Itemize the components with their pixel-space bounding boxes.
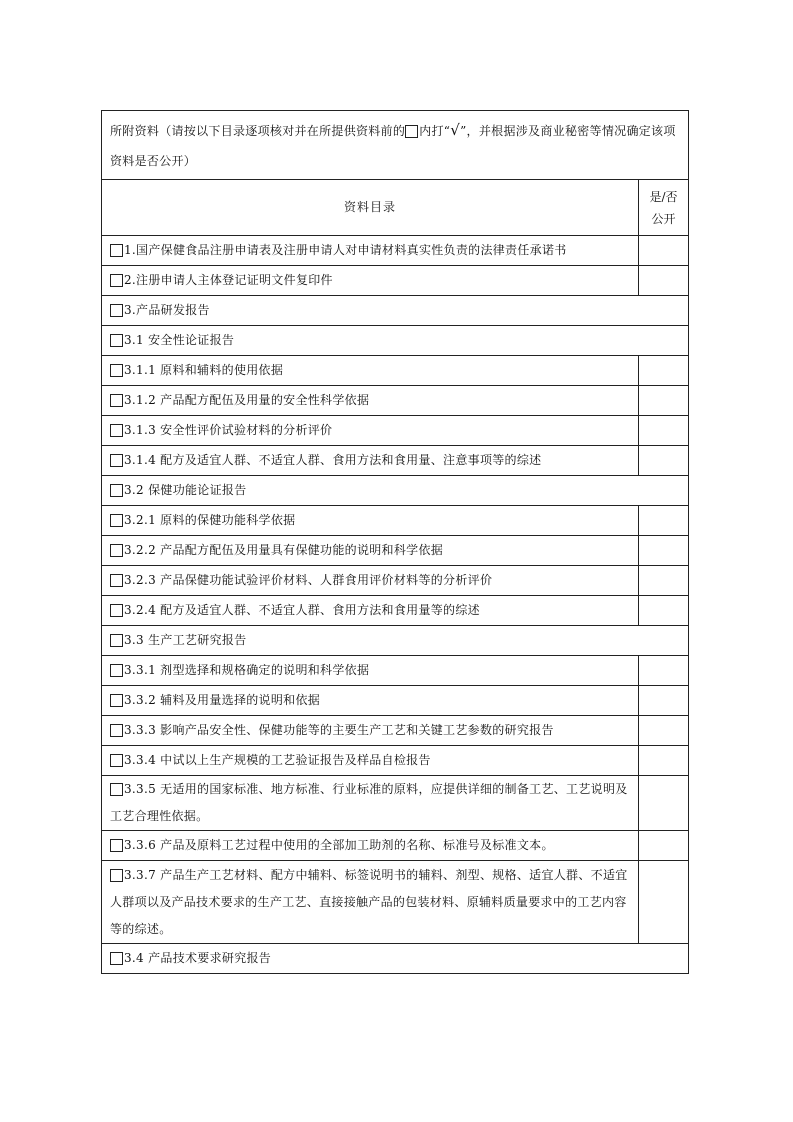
checklist-section-row <box>102 326 689 356</box>
item-checkbox[interactable] <box>110 364 123 377</box>
item-label: 3.2 保健功能论证报告 <box>124 483 247 497</box>
item-label: 3.2.2 产品配方配伍及用量具有保健功能的说明和科学依据 <box>124 543 444 557</box>
public-mark-cell[interactable] <box>639 386 689 416</box>
item-checkbox[interactable] <box>110 274 123 287</box>
item-checkbox[interactable] <box>110 869 123 882</box>
public-mark-cell[interactable] <box>639 831 689 861</box>
item-checkbox[interactable] <box>110 664 123 677</box>
checklist-row <box>102 236 689 266</box>
materials-checklist-table <box>101 110 689 974</box>
checklist-section-row <box>102 626 689 656</box>
item-label: 3.3 生产工艺研究报告 <box>124 633 247 647</box>
item-label: 3.3.3 影响产品安全性、保健功能等的主要生产工艺和关键工艺参数的研究报告 <box>124 723 554 737</box>
item-checkbox[interactable] <box>110 304 123 317</box>
checklist-section-row <box>102 296 689 326</box>
item-checkbox[interactable] <box>110 424 123 437</box>
public-mark-cell[interactable] <box>639 656 689 686</box>
item-checkbox[interactable] <box>110 394 123 407</box>
item-checkbox[interactable] <box>110 694 123 707</box>
item-checkbox[interactable] <box>110 724 123 737</box>
item-checkbox[interactable] <box>110 484 123 497</box>
public-mark-cell[interactable] <box>639 776 689 831</box>
checklist-section-row <box>102 944 689 974</box>
checklist-row <box>102 686 689 716</box>
checklist-row <box>102 266 689 296</box>
public-mark-cell[interactable] <box>639 356 689 386</box>
checklist-row <box>102 596 689 626</box>
item-checkbox[interactable] <box>110 839 123 852</box>
checkbox-icon <box>405 125 418 138</box>
checklist-row <box>102 386 689 416</box>
public-mark-cell[interactable] <box>639 861 689 944</box>
public-mark-cell[interactable] <box>639 716 689 746</box>
checklist-row <box>102 536 689 566</box>
item-label: 3.产品研发报告 <box>124 303 210 317</box>
public-header-line1: 是/否 <box>649 189 678 204</box>
item-checkbox[interactable] <box>110 754 123 767</box>
item-checkbox[interactable] <box>110 514 123 527</box>
item-label: 3.3.1 剂型选择和规格确定的说明和科学依据 <box>124 663 370 677</box>
checklist-row <box>102 446 689 476</box>
checklist-section-row <box>102 476 689 506</box>
item-label: 3.1.3 安全性评价试验材料的分析评价 <box>124 423 333 437</box>
public-mark-cell[interactable] <box>639 236 689 266</box>
intro-text-before: 所附资料（请按以下目录逐项核对并在所提供资料前的 <box>110 123 406 138</box>
item-label: 3.1 安全性论证报告 <box>124 333 235 347</box>
item-checkbox[interactable] <box>110 952 123 965</box>
item-checkbox[interactable] <box>110 604 123 617</box>
public-header <box>639 180 689 236</box>
item-checkbox[interactable] <box>110 783 123 796</box>
item-label: 3.1.2 产品配方配伍及用量的安全性科学依据 <box>124 393 370 407</box>
checklist-row <box>102 506 689 536</box>
item-label: 3.2.1 原料的保健功能科学依据 <box>124 513 296 527</box>
item-label: 3.3.5 无适用的国家标准、地方标准、行业标准的原料，应提供详细的制备工艺、工艺说明及工艺合理性依据。 <box>110 782 628 823</box>
item-checkbox[interactable] <box>110 574 123 587</box>
item-label: 3.2.4 配方及适宜人群、不适宜人群、食用方法和食用量等的综述 <box>124 603 480 617</box>
directory-header: 资料目录 <box>102 180 639 236</box>
checklist-row <box>102 416 689 446</box>
checklist-row <box>102 716 689 746</box>
item-label: 3.4 产品技术要求研究报告 <box>124 951 272 965</box>
checklist-row <box>102 861 689 944</box>
item-label: 3.3.7 产品生产工艺材料、配方中辅料、标签说明书的辅料、剂型、规格、适宜人群、不适宜人群项以及产品技术要求的生产工艺、直接接触产品的包装材料、原辅料质量要求中的工艺内容等的综述。 <box>110 867 628 936</box>
item-label: 3.1.1 原料和辅料的使用依据 <box>124 363 284 377</box>
checklist-row <box>102 656 689 686</box>
public-header-line2: 公开 <box>651 211 676 226</box>
public-mark-cell[interactable] <box>639 536 689 566</box>
public-mark-cell[interactable] <box>639 506 689 536</box>
item-checkbox[interactable] <box>110 334 123 347</box>
checklist-row <box>102 831 689 861</box>
item-checkbox[interactable] <box>110 544 123 557</box>
item-label: 3.3.6 产品及原料工艺过程中使用的全部加工助剂的名称、标准号及标准文本。 <box>124 838 554 852</box>
check-mark-icon: √ <box>450 120 461 139</box>
item-checkbox[interactable] <box>110 454 123 467</box>
item-label: 2.注册申请人主体登记证明文件复印件 <box>124 273 333 287</box>
checklist-row <box>102 746 689 776</box>
public-mark-cell[interactable] <box>639 566 689 596</box>
public-mark-cell[interactable] <box>639 596 689 626</box>
item-label: 1.国产保健食品注册申请表及注册申请人对申请材料真实性负责的法律责任承诺书 <box>124 243 567 257</box>
intro-text-middle: 内打“ <box>419 123 451 138</box>
public-mark-cell[interactable] <box>639 686 689 716</box>
item-label: 3.3.4 中试以上生产规模的工艺验证报告及样品自检报告 <box>124 753 431 767</box>
checklist-row <box>102 566 689 596</box>
checklist-row <box>102 356 689 386</box>
public-mark-cell[interactable] <box>639 746 689 776</box>
public-mark-cell[interactable] <box>639 446 689 476</box>
item-label: 3.3.2 辅料及用量选择的说明和依据 <box>124 693 321 707</box>
item-label: 3.2.3 产品保健功能试验评价材料、人群食用评价材料等的分析评价 <box>124 573 493 587</box>
public-mark-cell[interactable] <box>639 416 689 446</box>
public-mark-cell[interactable] <box>639 266 689 296</box>
item-label: 3.1.4 配方及适宜人群、不适宜人群、食用方法和食用量、注意事项等的综述 <box>124 453 542 467</box>
item-checkbox[interactable] <box>110 634 123 647</box>
checklist-row <box>102 776 689 831</box>
item-checkbox[interactable] <box>110 244 123 257</box>
intro-text-after: ”，并根据涉及商业秘密等情况确定该项资料是否公开） <box>110 123 676 168</box>
intro-instructions <box>102 111 689 180</box>
